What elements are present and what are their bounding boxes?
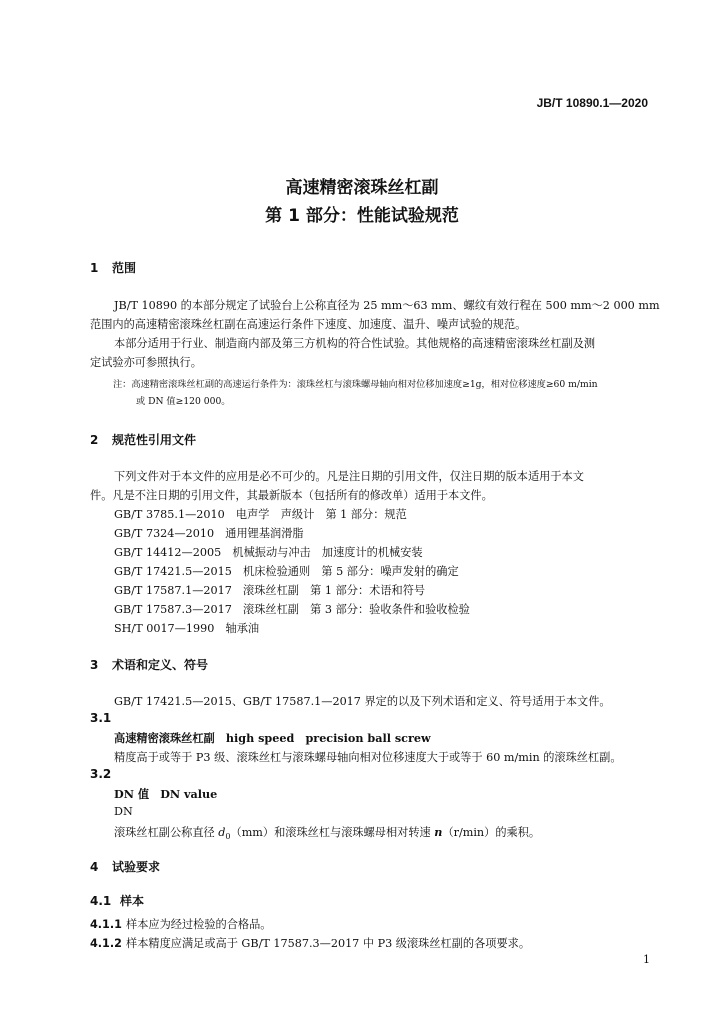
section-1-number: 1 (90, 261, 99, 275)
definition-text: （r/min）的乘积。 (442, 826, 541, 839)
definition-text: 滚珠丝杠副公称直径 (114, 826, 219, 839)
title-line-1: 高速精密滚珠丝杠副 (285, 178, 439, 198)
term-3-1-definition: 精度高于或等于 P3 级、滚珠丝杠与滚珠螺母轴向相对位移速度大于或等于 60 m/min 的滚珠丝杠副。 (114, 751, 622, 764)
reference-item: SH/T 0017—1990 轴承油 (114, 622, 260, 635)
section-2-number: 2 (90, 433, 99, 447)
section-2-title: 规范性引用文件 (112, 433, 197, 447)
reference-item: GB/T 3785.1—2010 电声学 声级计 第 1 部分：规范 (114, 508, 407, 521)
reference-item: GB/T 7324—2010 通用锂基润滑脂 (114, 527, 304, 540)
reference-item: GB/T 17587.3—2017 滚珠丝杠副 第 3 部分：验收条件和验收检验 (114, 603, 470, 616)
section-3-number: 3 (90, 658, 99, 672)
section-4-1-heading (90, 892, 144, 909)
term-3-2-definition (114, 824, 540, 841)
clause-4-1-2-text: 样本精度应满足或高于 GB/T 17587.3—2017 中 P3 级滚珠丝杠副的各项要求。 (126, 937, 531, 950)
term-3-2-name: DN 值 DN value (114, 787, 218, 801)
section-2-heading (90, 431, 196, 448)
references-intro-line-1: 下列文件对于本文件的应用是必不可少的。凡是注日期的引用文件，仅注日期的版本适用于本文 (114, 470, 584, 483)
symbol-subscript: 0 (225, 832, 231, 842)
section-1-heading (90, 259, 136, 276)
title-line-2: 第 1 部分：性能试验规范 (265, 206, 459, 226)
scope-note-line-2: 或 DN 值≥120 000。 (136, 396, 231, 407)
section-4-heading (90, 858, 160, 875)
symbol-d: d (218, 826, 226, 839)
reference-item: GB/T 17421.5—2015 机床检验通则 第 5 部分：噪声发射的确定 (114, 565, 459, 578)
document-number: JB/T 10890.1—2020 (536, 96, 648, 110)
clause-4-1-2-number: 4.1.2 (90, 937, 122, 950)
section-4-1-number: 4.1 (90, 894, 112, 908)
scope-paragraph-2-line-1: 本部分适用于行业、制造商内部及第三方机构的符合性试验。其他规格的高速精密滚珠丝杠副及测 (114, 337, 596, 350)
section-4-number: 4 (90, 860, 99, 874)
term-3-2-symbol: DN (114, 805, 133, 818)
term-3-1-name: 高速精密滚珠丝杠副 high speed precision ball screw (114, 731, 431, 745)
section-4-title: 试验要求 (112, 860, 161, 874)
scope-paragraph-1-line-1: JB/T 10890 的本部分规定了试验台上公称直径为 25 mm～63 mm、螺纹有效行程在 500 mm～2 000 mm (114, 299, 660, 312)
term-3-1-number: 3.1 (90, 711, 112, 725)
reference-item: GB/T 17587.1—2017 滚珠丝杠副 第 1 部分：术语和符号 (114, 584, 426, 597)
definition-text: （mm）和滚珠丝杠与滚珠螺母相对转速 (230, 826, 435, 839)
clause-4-1-1 (90, 916, 271, 932)
section-3-heading (90, 656, 208, 673)
section-3-title: 术语和定义、符号 (112, 658, 209, 672)
clause-4-1-2 (90, 935, 530, 951)
references-intro-line-2: 件。凡是不注日期的引用文件，其最新版本（包括所有的修改单）适用于本文件。 (90, 489, 493, 502)
scope-paragraph-2-line-2: 定试验亦可参照执行。 (90, 356, 202, 369)
section-1-title: 范围 (112, 261, 137, 275)
section-4-1-title: 样本 (120, 894, 145, 908)
terms-intro: GB/T 17421.5—2015、GB/T 17587.1—2017 界定的以及下列术语和定义、符号适用于本文件。 (114, 695, 611, 708)
symbol-n: n (434, 825, 443, 839)
clause-4-1-1-text: 样本应为经过检验的合格品。 (126, 918, 272, 931)
clause-4-1-1-number: 4.1.1 (90, 918, 122, 931)
scope-note-line-1: 注：高速精密滚珠丝杠副的高速运行条件为：滚珠丝杠与滚珠螺母轴向相对位移加速度≥1g，相对位移速度≥60 m/min (113, 379, 598, 390)
term-3-2-number: 3.2 (90, 767, 112, 781)
reference-item: GB/T 14412—2005 机械振动与冲击 加速度计的机械安装 (114, 546, 423, 559)
page-number: 1 (643, 953, 650, 966)
scope-paragraph-1-line-2: 范围内的高速精密滚珠丝杠副在高速运行条件下速度、加速度、温升、噪声试验的规范。 (90, 318, 527, 331)
